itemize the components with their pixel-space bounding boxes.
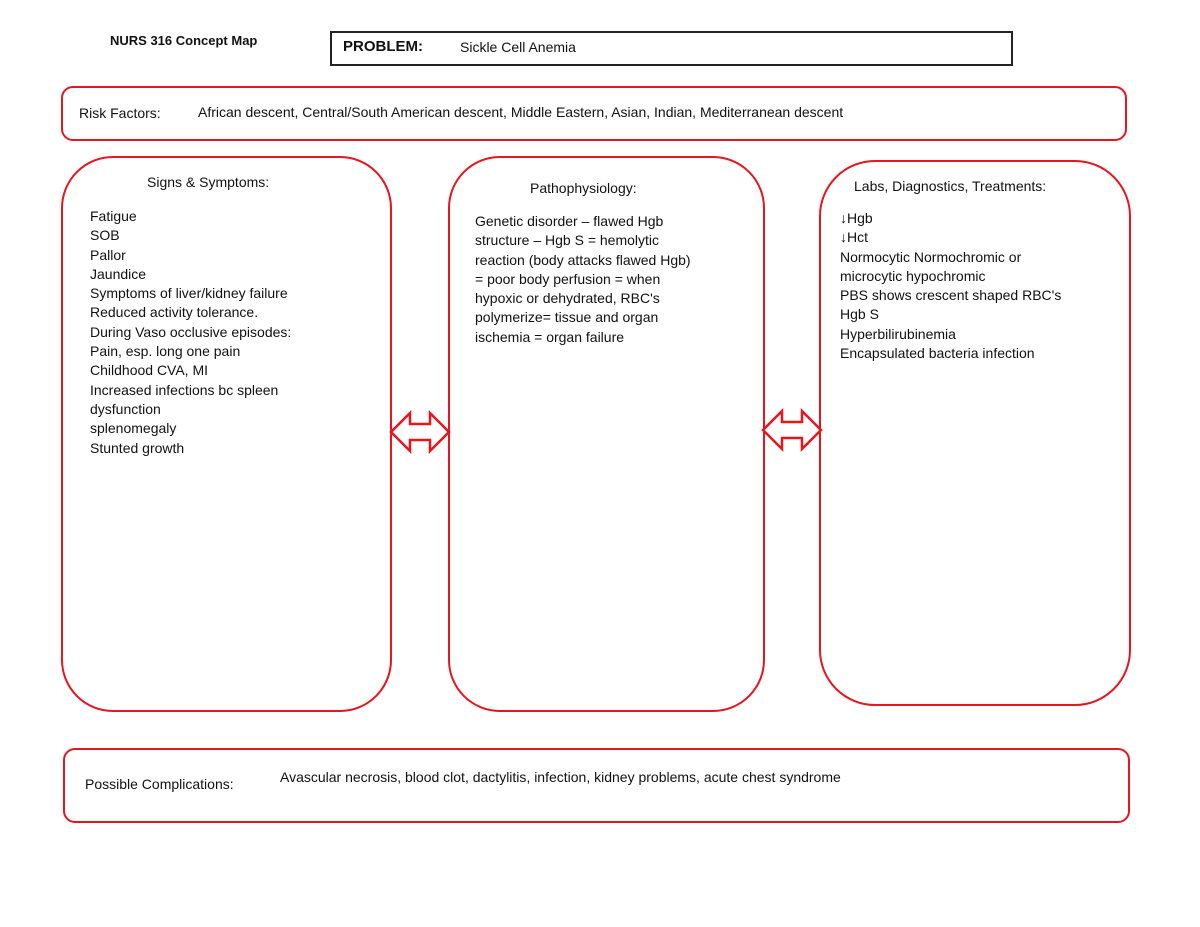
list-item: During Vaso occlusive episodes:	[90, 323, 292, 340]
text-line: Genetic disorder – flawed Hgb	[475, 213, 664, 229]
list-item: SOB	[90, 227, 120, 244]
list-item: microcytic hypochromic	[840, 267, 986, 284]
double-headed-arrow-icon	[390, 411, 450, 453]
list-item: Increased infections bc spleen	[90, 381, 279, 398]
list-item: Stunted growth	[90, 439, 185, 456]
course-title: NURS 316 Concept Map	[110, 33, 258, 48]
list-item: Childhood CVA, MI	[90, 362, 209, 379]
text-line: ischemia = organ failure	[475, 328, 625, 345]
complications-value: Avascular necrosis, blood clot, dactylitis, infection, kidney problems, acute chest syndrome	[280, 769, 841, 785]
list-item: PBS shows crescent shaped RBC's	[840, 287, 1062, 304]
double-headed-arrow-icon	[762, 409, 822, 451]
text-line: = poor body perfusion = when	[475, 270, 661, 287]
list-item: Encapsulated bacteria infection	[840, 345, 1035, 362]
list-item: Fatigue	[90, 208, 137, 224]
problem-label: PROBLEM:	[343, 38, 423, 55]
pathophysiology-title: Pathophysiology:	[530, 180, 637, 196]
problem-value: Sickle Cell Anemia	[460, 39, 576, 55]
text-line: polymerize= tissue and organ	[475, 309, 659, 326]
text-line: structure – Hgb S = hemolytic	[475, 232, 660, 249]
list-item: Reduced activity tolerance.	[90, 304, 259, 321]
text-line: reaction (body attacks flawed Hgb)	[475, 251, 691, 268]
labs-diagnostics-list	[840, 209, 1061, 363]
list-item: Jaundice	[90, 265, 147, 282]
list-item: Symptoms of liver/kidney failure	[90, 285, 288, 302]
list-item: Normocytic Normochromic or	[840, 248, 1022, 265]
risk-factors-label: Risk Factors:	[79, 105, 161, 121]
risk-factors-value: African descent, Central/South American descent, Middle Eastern, Asian, Indian, Mediterranean descent	[198, 104, 844, 120]
pathophysiology-text	[475, 212, 691, 347]
list-item: ↓Hgb	[840, 210, 873, 226]
signs-symptoms-title: Signs & Symptoms:	[147, 174, 270, 190]
problem-box	[330, 31, 1013, 66]
text-line: hypoxic or dehydrated, RBC's	[475, 290, 660, 307]
list-item: dysfunction	[90, 400, 161, 417]
list-item: Pallor	[90, 246, 126, 263]
signs-symptoms-list	[90, 207, 291, 458]
list-item: Pain, esp. long one pain	[90, 343, 241, 360]
list-item: splenomegaly	[90, 420, 177, 437]
list-item: Hgb S	[840, 306, 879, 323]
complications-label: Possible Complications:	[85, 776, 234, 792]
list-item: ↓Hct	[840, 229, 868, 246]
list-item: Hyperbilirubinemia	[840, 325, 956, 342]
labs-diagnostics-title: Labs, Diagnostics, Treatments:	[854, 178, 1047, 194]
